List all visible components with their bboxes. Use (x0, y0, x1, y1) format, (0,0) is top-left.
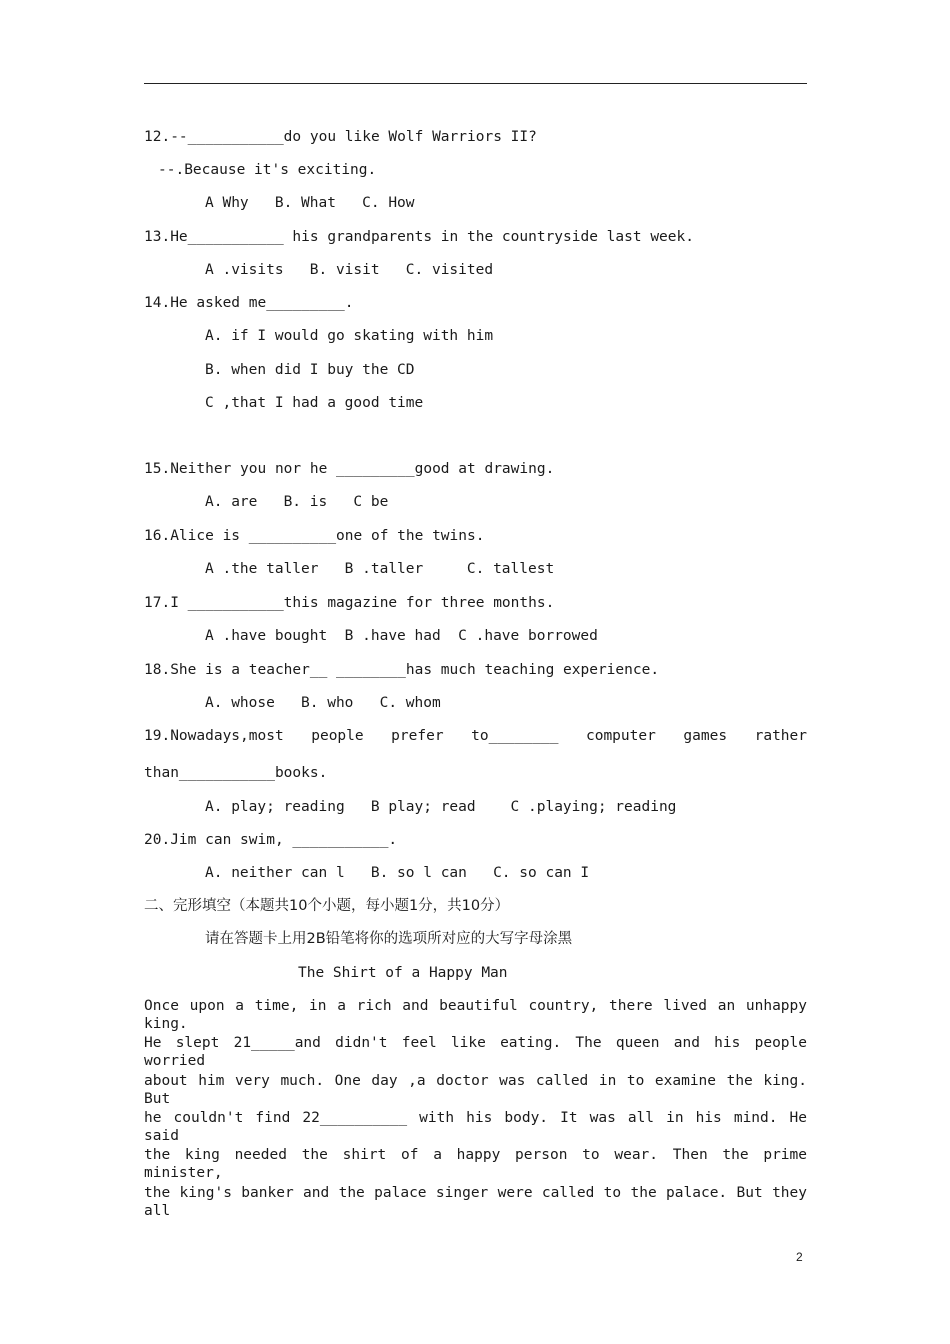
passage-line: He slept 21_____and didn't feel like eating. The queen and his people worried (144, 1035, 807, 1069)
q14-option-a: A. if I would go skating with him (205, 328, 494, 344)
passage-line: the king's banker and the palace singer were called to the palace. But they all (144, 1185, 807, 1219)
q12-reply: --.Because it's exciting. (158, 162, 377, 178)
q17-stem: 17.I ___________this magazine for three months. (144, 595, 555, 611)
q20-options: A. neither can l B. so l can C. so can I (205, 865, 590, 881)
q16-stem: 16.Alice is __________one of the twins. (144, 528, 485, 544)
passage-line: the king needed the shirt of a happy person to wear. Then the prime minister, (144, 1147, 807, 1181)
passage-line: about him very much. One day ,a doctor was called in to examine the king. But (144, 1073, 807, 1107)
q16-options: A .the taller B .taller C. tallest (205, 561, 555, 577)
passage-line: Once upon a time, in a rich and beautiful country, there lived an unhappy king. (144, 998, 807, 1032)
q12-options: A Why B. What C. How (205, 195, 415, 211)
q14-option-c: C ,that I had a good time (205, 395, 424, 411)
header-rule (144, 83, 807, 84)
q18-stem: 18.She is a teacher__ ________has much teaching experience. (144, 662, 660, 678)
q19-options: A. play; reading B play; read C .playing; reading (205, 799, 677, 815)
passage-line: he couldn't find 22__________ with his body. It was all in his mind. He said (144, 1110, 807, 1144)
q15-options: A. are B. is C be (205, 494, 389, 510)
q18-options: A. whose B. who C. whom (205, 695, 441, 711)
q14-option-b: B. when did I buy the CD (205, 362, 415, 378)
q13-stem: 13.He___________ his grandparents in the countryside last week. (144, 229, 694, 245)
q12-stem: 12.--___________do you like Wolf Warriors II? (144, 129, 537, 145)
q14-stem: 14.He asked me_________. (144, 295, 354, 311)
section2-heading: 二、完形填空（本题共10个小题，每小题1分，共10分） (144, 898, 510, 914)
q19-stem-line1: 19.Nowadays,most people prefer to________ computer games rather (144, 728, 807, 744)
passage-title: The Shirt of a Happy Man (298, 965, 508, 981)
page-number: 2 (796, 1250, 803, 1264)
q17-options: A .have bought B .have had C .have borrowed (205, 628, 598, 644)
q20-stem: 20.Jim can swim, ___________. (144, 832, 398, 848)
q15-stem: 15.Neither you nor he _________good at drawing. (144, 461, 555, 477)
section2-instruction: 请在答题卡上用2B铅笔将你的选项所对应的大写字母涂黑 (205, 931, 573, 947)
q13-options: A .visits B. visit C. visited (205, 262, 494, 278)
q19-stem-line2: than___________books. (144, 765, 328, 781)
